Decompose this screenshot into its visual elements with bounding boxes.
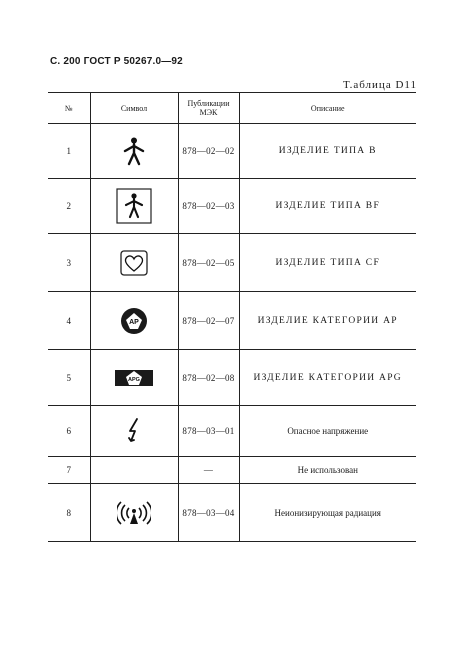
table-row: [48, 124, 416, 179]
row-number: 1: [48, 124, 90, 179]
apg-label: APG: [128, 376, 140, 383]
publication-cell: 878—03—01: [178, 406, 239, 457]
row-number: 4: [48, 292, 90, 350]
high-voltage-icon: [126, 418, 142, 444]
row-number: 2: [48, 179, 90, 234]
row-number: 8: [48, 484, 90, 542]
column-header-description: Описание: [239, 93, 416, 124]
publication-cell: 878—02—07: [178, 292, 239, 350]
description-cell: ИЗДЕЛИЕ ТИПА В: [239, 124, 416, 179]
table-row: [48, 484, 416, 542]
row-number: 5: [48, 350, 90, 406]
publication-cell: —: [178, 457, 239, 484]
description-cell: ИЗДЕЛИЕ КАТЕГОРИИ APG: [239, 350, 416, 406]
category-apg-band-icon: [114, 366, 154, 390]
table-header-row: [48, 93, 416, 124]
row-number: 6: [48, 406, 90, 457]
ap-label: AP: [129, 318, 139, 326]
table-title: Т.аблица D11: [342, 79, 417, 91]
row-number: 7: [48, 457, 90, 484]
table-row: [48, 292, 416, 350]
symbol-cell: [90, 350, 178, 406]
table-row: [48, 406, 416, 457]
description-cell: Не использован: [239, 457, 416, 484]
type-b-person-icon: [120, 136, 148, 166]
publication-cell: 878—02—02: [178, 124, 239, 179]
description-cell: ИЗДЕЛИЕ ТИПА BF: [239, 179, 416, 234]
publication-cell: 878—02—05: [178, 234, 239, 292]
type-bf-person-box-icon: [115, 187, 153, 225]
description-cell: ИЗДЕЛИЕ КАТЕГОРИИ АР: [239, 292, 416, 350]
description-cell: Опасное напряжение: [239, 406, 416, 457]
symbol-cell: [90, 457, 178, 484]
category-ap-circle-icon: [119, 306, 149, 336]
symbol-cell: [90, 179, 178, 234]
table-row: [48, 179, 416, 234]
description-cell: ИЗДЕЛИЕ ТИПА CF: [239, 234, 416, 292]
non-ionizing-radiation-icon: [117, 500, 151, 526]
row-number: 3: [48, 234, 90, 292]
publication-cell: 878—02—08: [178, 350, 239, 406]
symbol-cell: [90, 292, 178, 350]
column-header-publication: Публикации МЭК: [178, 93, 239, 124]
publication-cell: 878—03—04: [178, 484, 239, 542]
description-cell: Неионизирующая радиация: [239, 484, 416, 542]
publication-cell: 878—02—03: [178, 179, 239, 234]
symbol-cell: [90, 124, 178, 179]
table-row: [48, 234, 416, 292]
table-row: [48, 350, 416, 406]
symbol-cell: [90, 484, 178, 542]
symbol-cell: [90, 406, 178, 457]
type-cf-heart-icon: [119, 249, 149, 277]
page-header: С. 200 ГОСТ Р 50267.0—92: [50, 56, 183, 67]
symbols-table: [48, 92, 416, 542]
column-header-num: №: [48, 93, 90, 124]
column-header-symbol: Символ: [90, 93, 178, 124]
symbol-cell: [90, 234, 178, 292]
table-row: [48, 457, 416, 484]
